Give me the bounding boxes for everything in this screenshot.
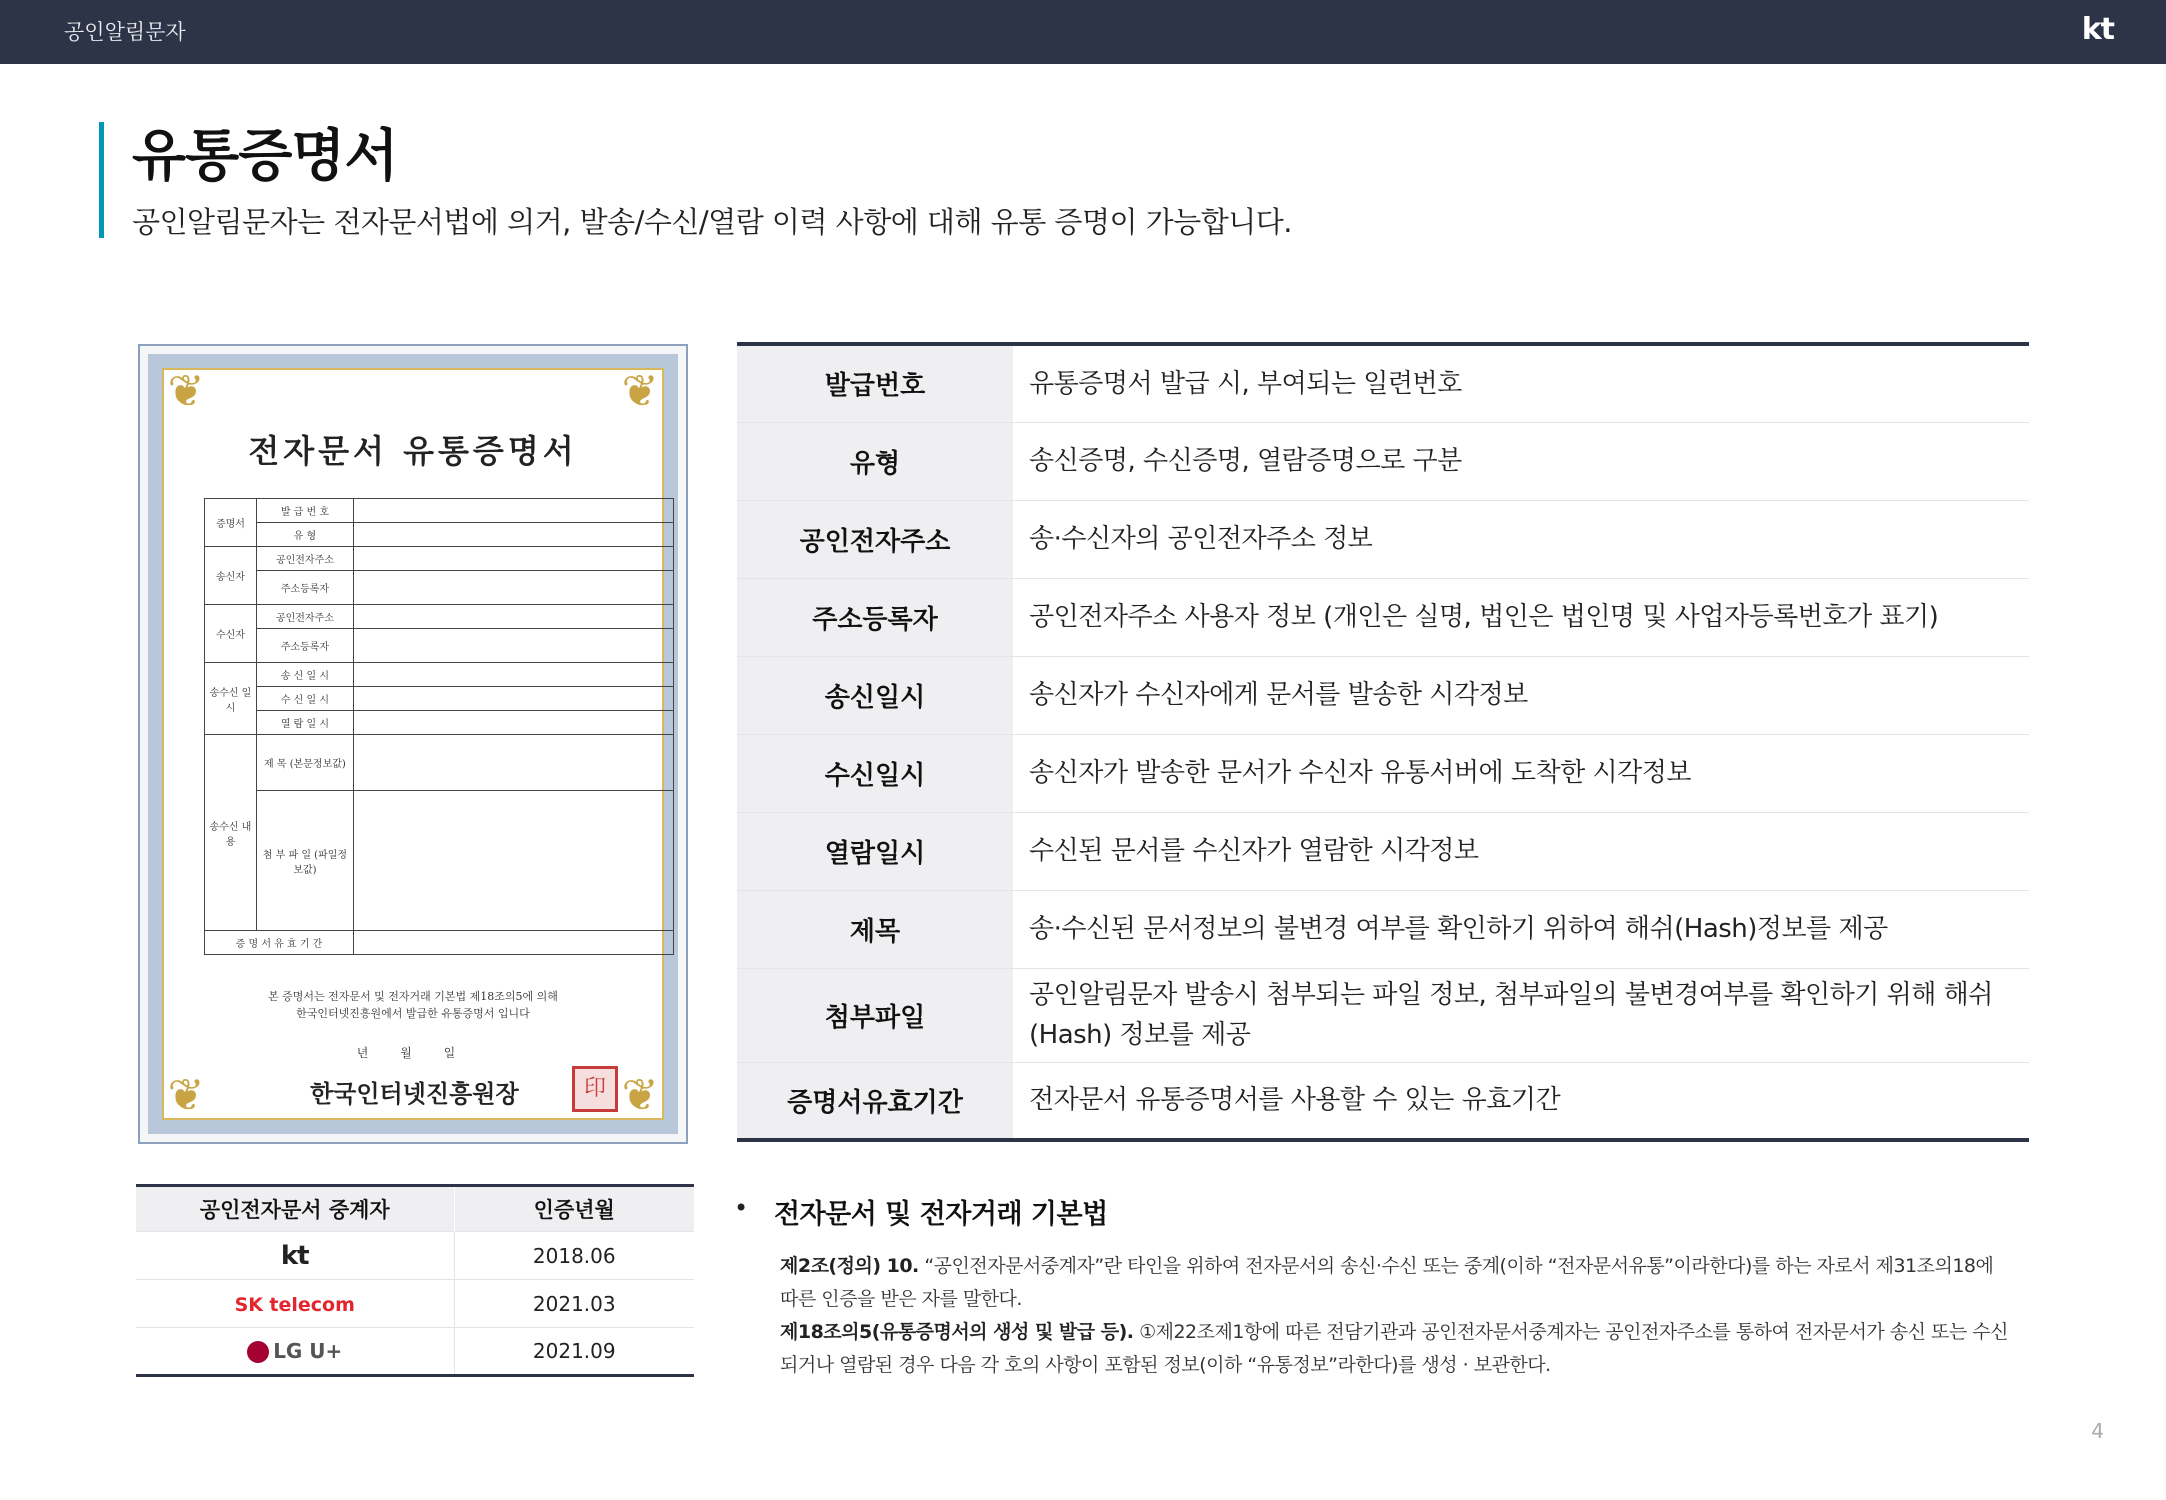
table-row: [136, 1232, 694, 1280]
lg-logo-icon: [247, 1341, 269, 1363]
cert-field-label: 주소등록자: [256, 629, 353, 663]
cert-group-label: 송수신 내용: [205, 735, 257, 931]
cert-group-label: 증 명 서 유 효 기 간: [205, 931, 354, 955]
cert-field-label: 제 목 (본문정보값): [256, 735, 353, 791]
law-article: [780, 1316, 2010, 1382]
table-row: [136, 1328, 694, 1376]
certified-relay-table: [136, 1184, 694, 1377]
sk-telecom-logo: [136, 1280, 454, 1328]
seal-icon: 印: [572, 1066, 618, 1112]
logo-text: LG U+: [273, 1338, 343, 1363]
cert-field-value: [354, 629, 674, 663]
cert-field-value: [354, 523, 674, 547]
table-row: [737, 968, 2029, 1062]
field-key: 제목: [737, 890, 1013, 968]
cert-group-label: 송수신 일시: [205, 663, 257, 735]
certification-date: 2021.09: [454, 1328, 694, 1376]
field-description: 송신자가 수신자에게 문서를 발송한 시각정보: [1013, 656, 2029, 734]
bullet-icon: •: [734, 1194, 749, 1222]
lg-uplus-logo: [136, 1328, 454, 1376]
article-title: 제2조(정의) 10.: [780, 1255, 919, 1277]
page-subtitle: 공인알림문자는 전자문서법에 의거, 발송/수신/열람 이력 사항에 대해 유통 증명이 가능합니다.: [132, 205, 1292, 239]
cert-field-label: 수 신 일 시: [256, 687, 353, 711]
cert-field-label: 공인전자주소: [256, 547, 353, 571]
field-description: 수신된 문서를 수신자가 열람한 시각정보: [1013, 812, 2029, 890]
certificate-fields-table: [737, 342, 2029, 1142]
ornament-icon: ❦: [621, 366, 659, 417]
ornament-icon: ❦: [167, 1070, 205, 1121]
cert-field-label: 발 급 번 호: [256, 499, 353, 523]
certificate-footnote: [162, 988, 664, 1022]
cert-field-value: [354, 687, 674, 711]
law-article: [780, 1250, 2010, 1316]
table-row: [136, 1280, 694, 1328]
field-description: 공인알림문자 발송시 첨부되는 파일 정보, 첨부파일의 불변경여부를 확인하기 위해 해쉬(Hash) 정보를 제공: [1013, 968, 2029, 1062]
logo-text: SK: [234, 1293, 264, 1316]
field-key: 수신일시: [737, 734, 1013, 812]
table-row: [737, 1062, 2029, 1140]
certificate-date-line: 년 월 일: [356, 1046, 470, 1060]
page-title: 유통증명서: [132, 124, 398, 189]
column-header: 공인전자문서 중계자: [136, 1186, 454, 1232]
table-row: [737, 656, 2029, 734]
certificate-issuer: 한국인터넷진흥원장: [310, 1079, 519, 1108]
certification-date: 2021.03: [454, 1280, 694, 1328]
column-header: 인증년월: [454, 1186, 694, 1232]
field-description: 전자문서 유통증명서를 사용할 수 있는 유효기간: [1029, 1085, 1561, 1116]
title-accent-bar: [99, 122, 104, 238]
cert-field-label: 주소등록자: [256, 571, 353, 605]
top-bar: [0, 0, 2166, 64]
ornament-icon: ❦: [167, 366, 205, 417]
field-description: 송신자가 발송한 문서가 수신자 유통서버에 도착한 시각정보: [1013, 734, 2029, 812]
law-body: [780, 1250, 2010, 1382]
article-text: “공인전자문서중계자”란 타인을 위하여 전자문서의 송신·수신 또는 중계(이하 “전자문서유통”이라한다)를 하는 자로서 제31조의18에 따른 인증을 받은 자를 말한다.: [780, 1255, 1994, 1310]
cert-field-label: 열 람 일 시: [256, 711, 353, 735]
cert-group-label: 수신자: [205, 605, 257, 663]
page-number: 4: [2091, 1419, 2104, 1443]
article-text: ①제22조제1항에 따른 전담기관과 공인전자문서중계자는 공인전자주소를 통하여 전자문서가 송신 또는 수신되거나 열람된 경우 다음 각 호의 사항이 포함된 정보(이하 “유통정보”라한다)를 생성 · 보관한다.: [780, 1321, 2008, 1376]
table-row: [737, 734, 2029, 812]
field-key: 발급번호: [737, 344, 1013, 422]
table-row: [737, 422, 2029, 500]
cert-field-value: [354, 735, 674, 791]
cert-group-label: 증명서: [205, 499, 257, 547]
field-key: 송신일시: [737, 656, 1013, 734]
field-key: 증명서유효기간: [737, 1062, 1013, 1140]
table-row: [737, 500, 2029, 578]
field-key: 유형: [737, 422, 1013, 500]
cert-group-label: 송신자: [205, 547, 257, 605]
table-header-row: [136, 1186, 694, 1232]
table-row: [737, 890, 2029, 968]
kt-logo: [136, 1232, 454, 1280]
certificate-image: [138, 344, 688, 1144]
certificate-title: 전자문서 유통증명서: [248, 432, 578, 470]
field-key: 공인전자주소: [737, 500, 1013, 578]
field-key: 주소등록자: [737, 578, 1013, 656]
article-title: 제18조의5(유통증명서의 생성 및 발급 등).: [780, 1321, 1134, 1343]
cert-field-value: [354, 931, 674, 955]
certificate-footnote-line: 한국인터넷진흥원에서 발급한 유통증명서 입니다: [296, 1007, 530, 1020]
cert-field-value: [354, 711, 674, 735]
ornament-icon: ❦: [621, 1070, 659, 1121]
cert-field-value: [354, 663, 674, 687]
field-description: 송·수신자의 공인전자주소 정보: [1013, 500, 2029, 578]
logo-subtext: telecom: [269, 1293, 355, 1316]
field-description: 공인전자주소 사용자 정보 (개인은 실명, 법인은 법인명 및 사업자등록번호가 표기): [1013, 578, 2029, 656]
field-description: 송신증명, 수신증명, 열람증명으로 구분: [1013, 422, 2029, 500]
law-heading: 전자문서 및 전자거래 기본법: [774, 1199, 1108, 1230]
certificate-frame: [148, 354, 678, 1134]
cert-field-value: [354, 791, 674, 931]
certification-date: 2018.06: [454, 1232, 694, 1280]
cert-field-label: 송 신 일 시: [256, 663, 353, 687]
table-row: [737, 344, 2029, 422]
cert-field-value: [354, 499, 674, 523]
field-key: 열람일시: [737, 812, 1013, 890]
certificate-form-table: [204, 498, 674, 955]
cert-field-value: [354, 571, 674, 605]
certificate-footnote-line: 본 증명서는 전자문서 및 전자거래 기본법 제18조의5에 의해: [268, 990, 558, 1003]
cert-field-label: 첨 부 파 일 (파일정보값): [256, 791, 353, 931]
table-row: [737, 812, 2029, 890]
logo-text: kt: [280, 1240, 309, 1271]
app-title: 공인알림문자: [64, 20, 186, 44]
cert-field-label: 공인전자주소: [256, 605, 353, 629]
cert-field-label: 유 형: [256, 523, 353, 547]
kt-logo: kt: [2081, 12, 2114, 47]
cert-field-value: [354, 547, 674, 571]
table-row: [737, 578, 2029, 656]
field-description: 유통증명서 발급 시, 부여되는 일련번호: [1013, 344, 2029, 422]
field-description: 송·수신된 문서정보의 불변경 여부를 확인하기 위하여 해쉬(Hash)정보를 제공: [1013, 890, 2029, 968]
field-key: 첨부파일: [737, 968, 1013, 1062]
cert-field-value: [354, 605, 674, 629]
